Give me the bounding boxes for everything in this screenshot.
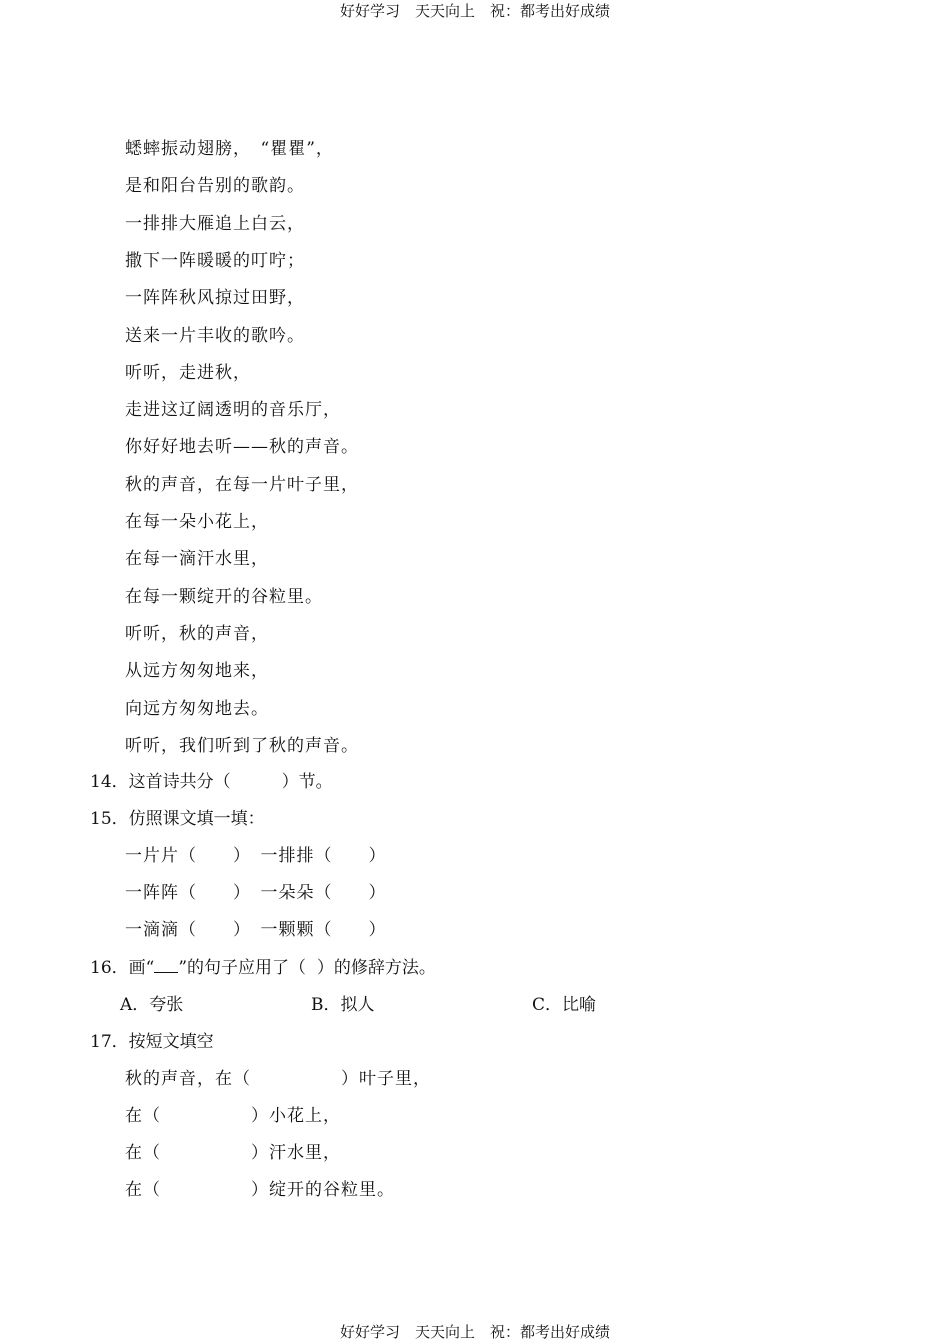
page-footer: 好好学习 天天向上 祝：都考出好成绩 bbox=[339, 1323, 610, 1341]
underline-mark bbox=[154, 958, 178, 973]
poem-line: 是和阳台告别的歌韵。 bbox=[125, 176, 305, 197]
question-17-line: 在（ ）汗水里， bbox=[125, 1143, 341, 1163]
poem-line: 在每一滴汗水里， bbox=[125, 549, 269, 570]
poem-line: 听听，我们听到了秋的声音。 bbox=[125, 735, 359, 756]
poem-line: 向远方匆匆地去。 bbox=[125, 698, 269, 719]
poem-line: 听听，秋的声音， bbox=[125, 623, 269, 644]
question-17-line: 在（ ）小花上， bbox=[125, 1106, 341, 1126]
poem-line: 蟋蟀振动翅膀， “瞿瞿”， bbox=[125, 139, 334, 159]
poem-line: 秋的声音，在每一片叶子里， bbox=[125, 474, 359, 495]
poem-line: 送来一片丰收的歌吟。 bbox=[125, 325, 305, 346]
poem-line: 一排排大雁追上白云， bbox=[125, 213, 305, 234]
poem-line: 撒下一阵暖暖的叮咛； bbox=[125, 250, 305, 271]
option-c: C．比喻 bbox=[532, 995, 597, 1015]
question-16-stem-before: 16．画“ bbox=[90, 958, 155, 978]
question-16-stem-after: ”的句子应用了（ ）的修辞方法。 bbox=[178, 958, 436, 978]
question-16-stem bbox=[90, 957, 436, 979]
poem-line: 在每一朵小花上， bbox=[125, 512, 269, 532]
question-17-line: 秋的声音，在（ ）叶子里， bbox=[125, 1069, 431, 1089]
question-15-row: 一阵阵（ ） 一朵朵（ ） bbox=[125, 883, 387, 903]
poem-line: 在每一颗绽开的谷粒里。 bbox=[125, 586, 323, 607]
poem-line: 走进这辽阔透明的音乐厅， bbox=[125, 400, 341, 421]
question-15-row: 一片片（ ） 一排排（ ） bbox=[125, 846, 387, 866]
question-15-stem: 15．仿照课文填一填： bbox=[90, 809, 265, 829]
option-b: B．拟人 bbox=[311, 995, 375, 1015]
question-17-line: 在（ ）绽开的谷粒里。 bbox=[125, 1180, 395, 1200]
poem-line: 听听，走进秋， bbox=[125, 362, 251, 383]
question-17-stem: 17．按短文填空 bbox=[90, 1032, 214, 1052]
page-header: 好好学习 天天向上 祝：都考出好成绩 bbox=[339, 2, 610, 20]
question-15-row: 一滴滴（ ） 一颗颗（ ） bbox=[125, 920, 387, 940]
poem-line: 一阵阵秋风掠过田野， bbox=[125, 288, 305, 309]
poem-line: 你好好地去听——秋的声音。 bbox=[125, 437, 359, 458]
poem-line: 从远方匆匆地来， bbox=[125, 661, 269, 682]
option-a: A．夸张 bbox=[120, 995, 184, 1015]
question-14: 14．这首诗共分（ ）节。 bbox=[90, 772, 333, 792]
